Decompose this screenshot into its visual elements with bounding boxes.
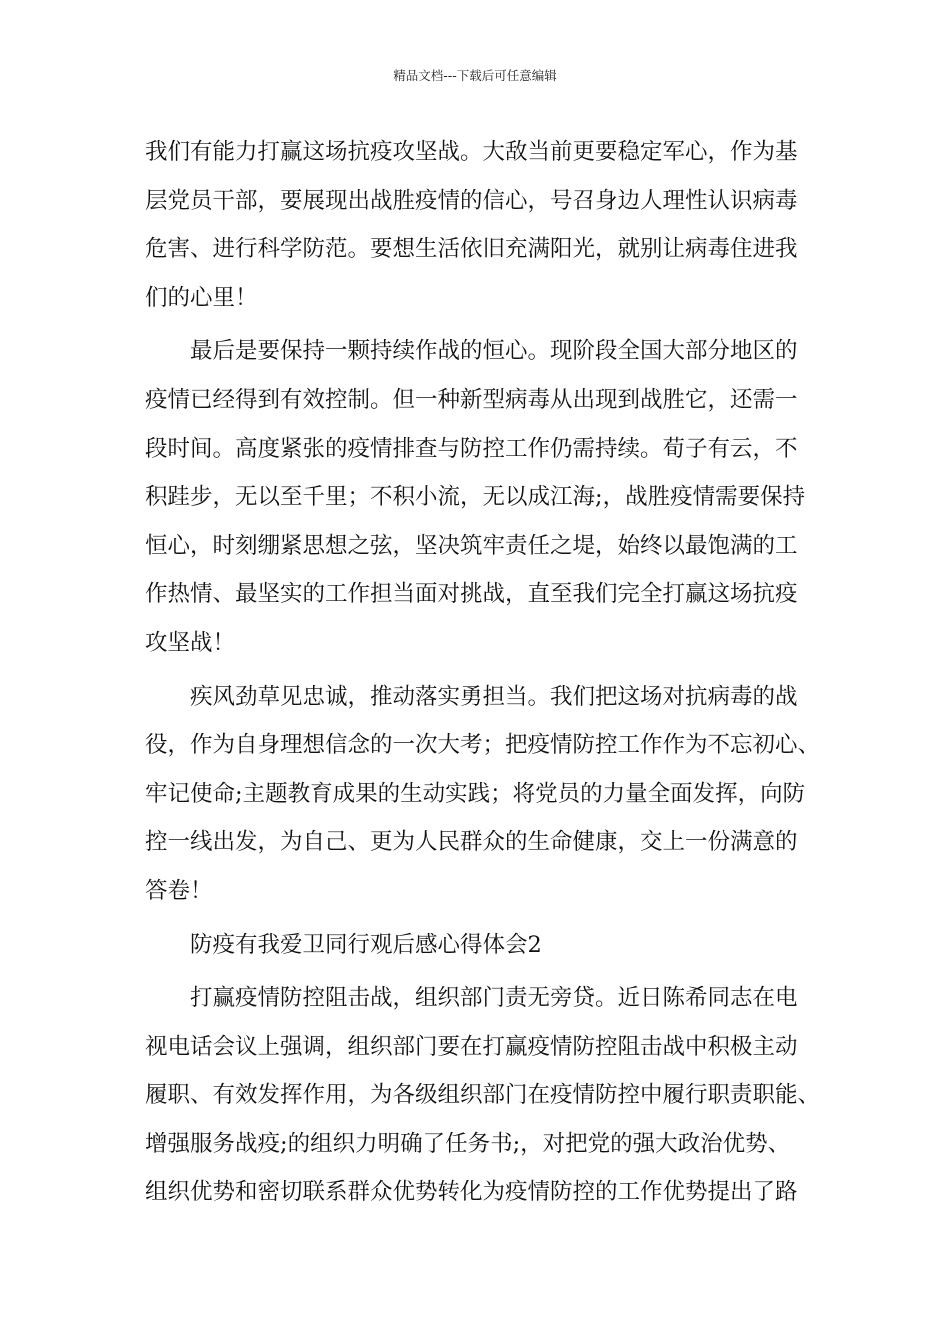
text-line: 增强服务战疫;的组织力明确了任务书;，对把党的强大政治优势、 bbox=[145, 1130, 791, 1157]
text-line: 答卷！ bbox=[145, 877, 213, 904]
paragraph bbox=[145, 921, 825, 970]
text-line: 役，作为自身理想信念的一次大考；把疫情防控工作作为不忘初心、 bbox=[145, 732, 821, 759]
text-line: 危害、进行科学防范。要想生活依旧充满阳光，就别让病毒住进我 bbox=[145, 236, 798, 263]
text-line: 疾风劲草见忠诚，推动落实勇担当。我们把这场对抗病毒的战 bbox=[190, 683, 798, 710]
text-line: 打赢疫情防控阻击战，组织部门责无旁贷。近日陈希同志在电 bbox=[190, 985, 798, 1012]
text-line: 牢记使命;主题教育成果的生动实践；将党员的力量全面发挥，向防 bbox=[145, 780, 806, 807]
text-line: 履职、有效发挥作用，为各级组织部门在疫情防控中履行职责职能、 bbox=[145, 1082, 821, 1109]
text-line: 段时间。高度紧张的疫情排查与防控工作仍需持续。荀子有云，不 bbox=[145, 435, 798, 462]
text-line: 恒心，时刻绷紧思想之弦，坚决筑牢责任之堤，始终以最饱满的工 bbox=[145, 532, 798, 559]
text-line: 我们有能力打赢这场抗疫攻坚战。大敌当前更要稳定军心，作为基 bbox=[145, 139, 798, 165]
text-line: 视电话会议上强调，组织部门要在打赢疫情防控阻击战中积极主动 bbox=[145, 1033, 798, 1060]
paragraph bbox=[145, 327, 825, 667]
text-line: 攻坚战！ bbox=[145, 629, 236, 656]
page-header-watermark: 精品文档---下载后可任意编辑 bbox=[393, 68, 557, 83]
section-heading: 防疫有我爱卫同行观后感心得体会2 bbox=[190, 931, 542, 958]
text-line: 疫情已经得到有效控制。但一种新型病毒从出现到战胜它，还需一 bbox=[145, 386, 798, 413]
text-line: 层党员干部，要展现出战胜疫情的信心，号召身边人理性认识病毒 bbox=[145, 187, 798, 214]
text-line: 组织优势和密切联系群众优势转化为疫情防控的工作优势提出了路 bbox=[145, 1179, 798, 1206]
paragraph bbox=[145, 673, 825, 916]
document-body bbox=[145, 128, 825, 1217]
text-line: 积跬步，无以至千里；不积小流，无以成江海;，战胜疫情需要保持 bbox=[145, 484, 806, 511]
paragraph bbox=[145, 128, 825, 322]
paragraph bbox=[145, 974, 825, 1217]
text-line: 作热情、最坚实的工作担当面对挑战，直至我们完全打赢这场抗疫 bbox=[145, 581, 798, 608]
text-line: 最后是要保持一颗持续作战的恒心。现阶段全国大部分地区的 bbox=[190, 338, 798, 365]
text-line: 控一线出发，为自己、更为人民群众的生命健康，交上一份满意的 bbox=[145, 829, 798, 856]
text-line: 们的心里！ bbox=[145, 284, 258, 311]
